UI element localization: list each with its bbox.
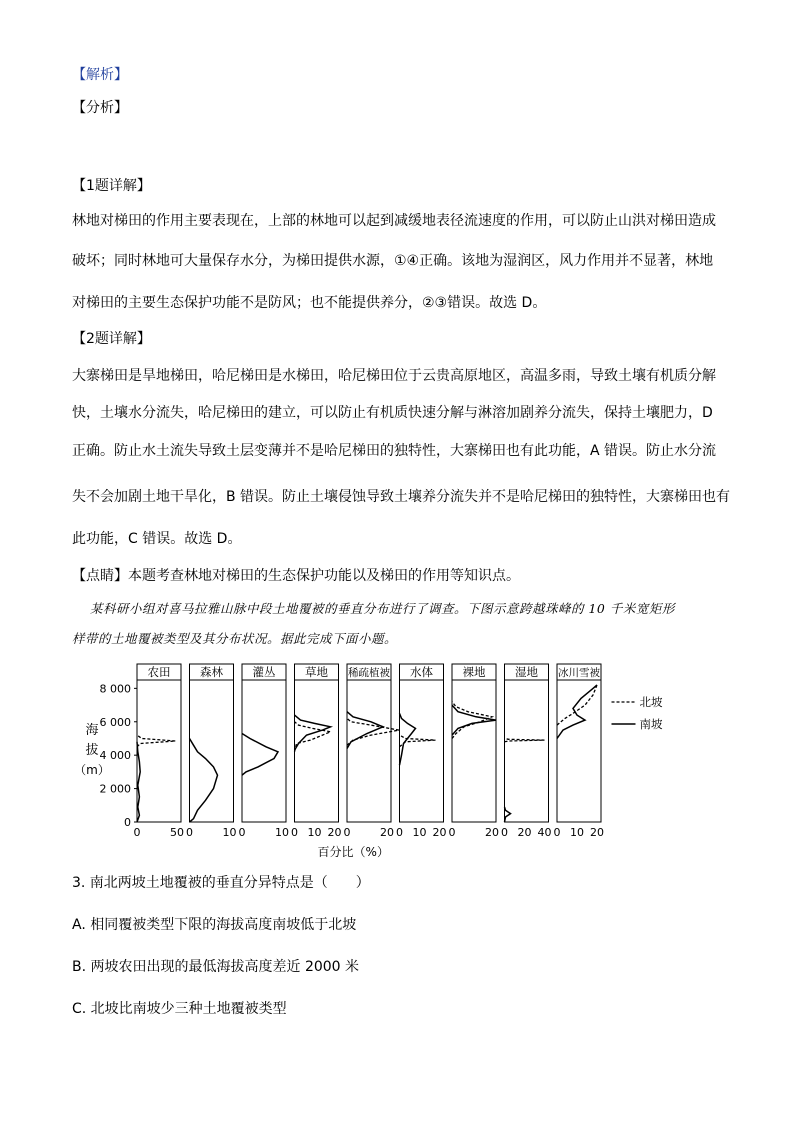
question3-option-c: C. 北坡比南坡少三种土地覆被类型 bbox=[72, 1001, 287, 1017]
legend-north-label: 北坡 bbox=[639, 695, 663, 709]
y-axis-label: 海 bbox=[85, 723, 99, 738]
x-tick-label: 0 bbox=[238, 826, 246, 839]
panel-header-label: 裸地 bbox=[462, 665, 486, 679]
panel-frame bbox=[295, 680, 339, 822]
south-slope-line bbox=[190, 739, 218, 823]
x-tick-label: 0 bbox=[291, 826, 298, 839]
south-slope-line bbox=[347, 712, 383, 749]
panel-frame bbox=[242, 680, 286, 822]
question3-stem: 3. 南北两坡土地覆被的垂直分异特点是（ ） bbox=[72, 875, 370, 891]
panel-frame bbox=[452, 680, 496, 822]
y-tick-label: 4 000 bbox=[99, 749, 131, 763]
question3-option-b: B. 两坡农田出现的最低海拔高度差近 2000 米 bbox=[72, 959, 360, 975]
dianjing-label: 【点睛】 bbox=[72, 568, 128, 584]
x-tick-label: 20 bbox=[590, 826, 604, 839]
x-tick-label: 20 bbox=[327, 826, 342, 839]
x-tick-label: 40 bbox=[537, 826, 552, 839]
panel-header-label: 稀疏植被 bbox=[348, 667, 390, 679]
x-tick-label: 10 bbox=[570, 826, 584, 839]
panel-header-label: 湿地 bbox=[515, 665, 538, 679]
x-tick-label: 10 bbox=[222, 826, 237, 839]
q2-line-1: 大寨梯田是旱地梯田，哈尼梯田是水梯田，哈尼梯田位于云贵高原地区，高温多雨，导致土壤有机质分解 bbox=[72, 368, 716, 384]
x-tick-label: 0 bbox=[396, 826, 403, 839]
legend-south-label: 南坡 bbox=[639, 717, 663, 731]
q2-line-5: 此功能，C 错误。故选 D。 bbox=[72, 531, 242, 547]
x-tick-label: 0 bbox=[186, 826, 193, 839]
q1-line-2: 破坏；同时林地可大量保存水分，为梯田提供水源，①④正确。该地为湿润区，风力作用并不显著，林地 bbox=[72, 253, 714, 269]
panel-frame bbox=[137, 680, 181, 822]
south-slope-line bbox=[242, 734, 278, 776]
y-axis-label: （m） bbox=[74, 763, 110, 777]
panel-header-label: 森林 bbox=[200, 665, 223, 679]
q2-line-4: 失不会加剧土地干旱化，B 错误。防止土壤侵蚀导致土壤养分流失并不是哈尼梯田的独特性，大寨梯田也有 bbox=[72, 489, 731, 505]
question3-option-a: A. 相同覆被类型下限的海拔高度南坡低于北坡 bbox=[72, 917, 357, 933]
dianjing-text: 本题考查林地对梯田的生态保护功能以及梯田的作用等知识点。 bbox=[128, 568, 520, 584]
x-tick-label: 0 bbox=[448, 826, 456, 839]
north-slope-line bbox=[137, 735, 175, 747]
dianjing-note bbox=[72, 566, 520, 586]
x-axis-label: 百分比（%） bbox=[317, 845, 389, 859]
x-tick-label: 20 bbox=[380, 826, 394, 839]
north-slope-line bbox=[452, 702, 492, 739]
q1-line-1: 林地对梯田的作用主要表现在，上部的林地可以起到减缓地表径流速度的作用，可以防止山洪对梯田造成 bbox=[72, 213, 716, 229]
south-slope-line bbox=[505, 807, 511, 822]
intro-line-1: 某科研小组对喜马拉雅山脉中段土地覆被的垂直分布进行了调查。下图示意跨越珠峰的 10 千米宽矩形 bbox=[90, 601, 675, 616]
panel-header-label: 灌丛 bbox=[252, 665, 276, 679]
jiexi-heading: 【解析】 bbox=[72, 67, 128, 83]
q2-line-2: 快，土壤水分流失，哈尼梯田的建立，可以防止有机质快速分解与淋溶加剧养分流失，保持土壤肥力，D bbox=[72, 405, 713, 421]
land-cover-chart bbox=[70, 658, 710, 863]
panel-frame bbox=[190, 680, 234, 822]
panel-header-label: 农田 bbox=[147, 665, 171, 679]
panel-header-label: 水体 bbox=[410, 665, 433, 679]
y-axis-label: 拔 bbox=[85, 743, 99, 758]
q1-heading: 【1题详解】 bbox=[72, 178, 151, 194]
panel-header-label: 草地 bbox=[305, 665, 328, 679]
x-tick-label: 0 bbox=[343, 826, 351, 839]
y-tick-label: 8 000 bbox=[99, 682, 131, 696]
y-tick-label: 0 bbox=[124, 816, 131, 829]
north-slope-line bbox=[505, 739, 545, 742]
x-tick-label: 20 bbox=[432, 826, 447, 839]
x-tick-label: 10 bbox=[412, 826, 427, 839]
y-tick-label: 2 000 bbox=[99, 782, 131, 796]
x-tick-label: 0 bbox=[501, 826, 508, 839]
fenxi-heading: 【分析】 bbox=[72, 100, 128, 116]
panel-frame bbox=[400, 680, 444, 822]
x-tick-label: 10 bbox=[307, 826, 322, 839]
q2-heading: 【2题详解】 bbox=[72, 331, 151, 347]
panel-frame bbox=[347, 680, 391, 822]
x-tick-label: 0 bbox=[133, 826, 141, 839]
x-tick-label: 20 bbox=[517, 826, 532, 839]
y-tick-label: 6 000 bbox=[99, 715, 131, 729]
intro-line-2: 样带的土地覆被类型及其分布状况。据此完成下面小题。 bbox=[72, 631, 398, 646]
x-tick-label: 20 bbox=[485, 826, 499, 839]
panel-frame bbox=[505, 680, 549, 822]
q1-line-3: 对梯田的主要生态保护功能不是防风；也不能提供养分，②③错误。故选 D。 bbox=[72, 295, 547, 311]
x-tick-label: 0 bbox=[553, 826, 561, 839]
q2-line-3: 正确。防止水土流失导致土层变薄并不是哈尼梯田的独特性，大寨梯田也有此功能，A 错误。防止水分流 bbox=[72, 443, 717, 459]
south-slope-line bbox=[557, 685, 597, 739]
panel-header-label: 冰川雪被 bbox=[558, 667, 600, 679]
south-slope-line bbox=[295, 715, 331, 750]
x-tick-label: 50 bbox=[170, 826, 184, 839]
x-tick-label: 10 bbox=[275, 826, 289, 839]
